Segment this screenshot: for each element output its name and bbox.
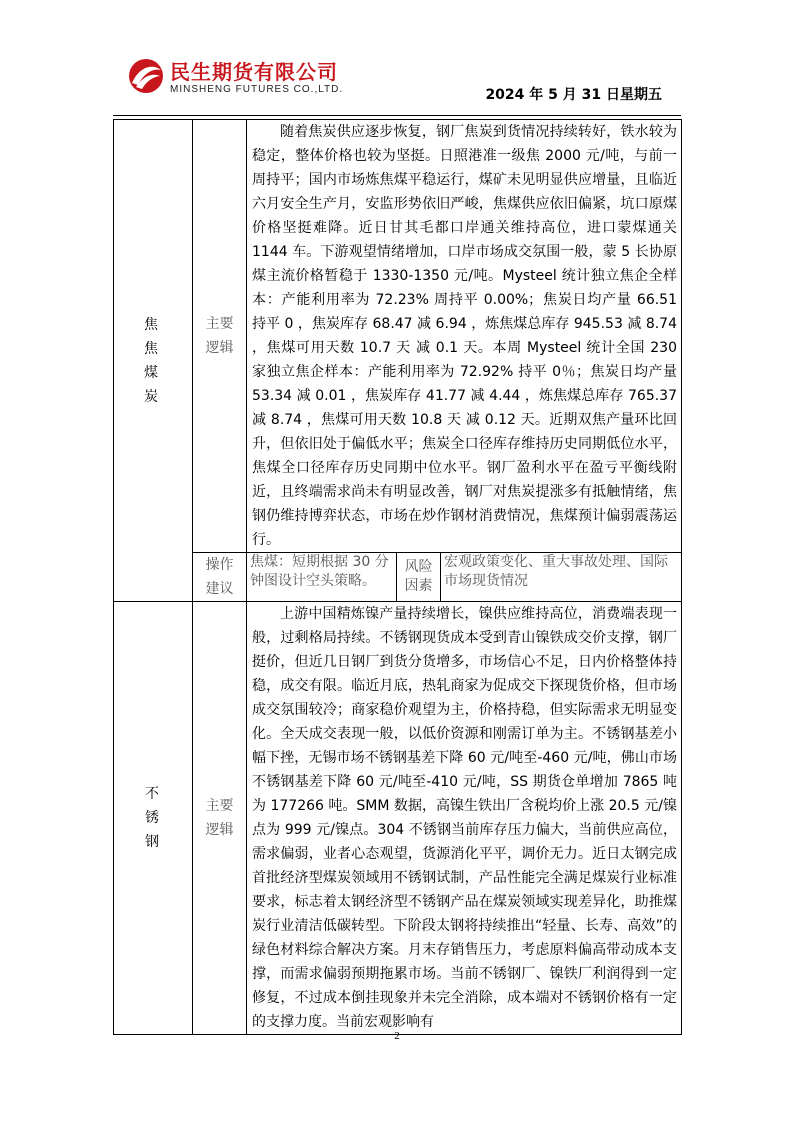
table-row — [114, 553, 682, 602]
advice-label: 操作建议 — [205, 557, 234, 597]
logic-label-cell — [193, 602, 247, 1035]
company-name-en: MINSHENG FUTURES CO.,LTD. — [170, 84, 344, 95]
report-date: 2024 年 5 月 31 日星期五 — [485, 87, 662, 103]
risk-label-cell — [397, 553, 441, 602]
report-table — [113, 119, 682, 1035]
risk-text: 宏观政策变化、重大事故处理、国际市场现货情况 — [441, 553, 682, 602]
logic-text: 随着焦炭供应逐步恢复，钢厂焦炭到货情况持续转好，铁水较为稳定，整体价格也较为坚挺。日照港准一级焦 2000 元/吨，与前一周持平；国内市场炼焦煤平稳运行，煤矿未见明显供应增量，且临近六月安全生产月，安监形势依旧严峻，焦煤供应依旧偏紧，坑口原煤价格坚挺难降。近日甘其毛都口岸通关维持高位，进口蒙煤通关 1144 车。下游观望情绪增加，口岸市场成交氛围一般，蒙 5 长协原煤主流价格暂稳于 1330-1350 元/吨。Mysteel 统计独立焦企全样本：产能利用率为 72.23% 周持平 0.00%；焦炭日均产量 66.51 持平 0 ，焦炭库存 68.47 减 6.94 ，炼焦煤总库存 945.53 减 8.74 ，焦煤可用天数 10.7 天 减 0.1 天。本周 Mysteel 统计全国 230 家独立焦企样本：产能利用率为 72.92% 持平 0％；焦炭日均产量 53.34 减 0.01 ，焦炭库存 41.77 减 4.44 ，炼焦煤总库存 765.37 减 8.74 ，焦煤可用天数 10.8 天 减 0.12 天。近期双焦产量环比回升，但依旧处于偏低水平；焦炭全口径库存维持历史同期低位水平，焦煤全口径库存历史同期中位水平。钢厂盈利水平在盈亏平衡线附近，且终端需求尚未有明显改善，钢厂对焦炭提涨多有抵触情绪，焦钢仍维持博弈状态，市场在炒作钢材消费情况，焦煤预计偏弱震荡运行。 — [252, 124, 677, 548]
advice-label-cell — [193, 553, 247, 602]
minsheng-swoosh-logo-icon — [126, 56, 166, 96]
logic-label: 主要逻辑 — [205, 316, 234, 356]
logic-label: 主要逻辑 — [205, 798, 234, 838]
company-name-cn: 民生期货有限公司 — [170, 60, 338, 84]
logic-label-cell — [193, 120, 247, 553]
table-row — [114, 602, 682, 1035]
product-cell — [114, 602, 193, 1035]
product-name: 焦 焦 煤 炭 — [144, 316, 162, 405]
page-number: 2 — [394, 1030, 400, 1042]
product-cell — [114, 120, 193, 602]
advice-text: 焦煤：短期根据 30 分钟图设计空头策略。 — [247, 553, 397, 602]
logic-text-cell — [247, 602, 682, 1035]
company-logo — [126, 56, 344, 96]
page-header — [0, 0, 794, 118]
logic-text-cell — [247, 120, 682, 553]
logic-text: 上游中国精炼镍产量持续增长，镍供应维持高位，消费端表现一般，过剩格局持续。不锈钢现货成本受到青山镍铁成交价支撑，钢厂挺价，但近几日钢厂到货分货增多，市场信心不足，日内价格整体持稳，成交有限。临近月底，热轧商家为促成交下探现货价格，但市场成交氛围较冷；商家稳价观望为主，价格持稳，但实际需求无明显变化。全天成交表现一般，以低价资源和刚需订单为主。不锈钢基差小幅下挫，无锡市场不锈钢基差下降 60 元/吨至-460 元/吨，佛山市场不锈钢基差下降 60 元/吨至-410 元/吨，SS 期货仓单增加 7865 吨为 177266 吨。SMM 数据，高镍生铁出厂含税均价上涨 20.5 元/镍点为 999 元/镍点。304 不锈钢当前库存压力偏大，当前供应高位，需求偏弱，业者心态观望，货源消化平平，调价无力。近日太钢完成首批经济型煤炭领域用不锈钢试制，产品性能完全满足煤炭行业标准要求，标志着太钢经济型不锈钢产品在煤炭领域实现差异化，助推煤炭行业清洁低碳转型。下阶段太钢将持续推出“轻量、长寿、高效”的绿色材料综合解决方案。月末存销售压力，考虑原料偏高带动成本支撑，而需求偏弱预期拖累市场。当前不锈钢厂、镍铁厂利润得到一定修复，不过成本倒挂现象并未完全消除，成本端对不锈钢价格有一定的支撑力度。当前宏观影响有 — [252, 606, 677, 1030]
table-row — [114, 120, 682, 553]
product-name: 不锈钢 — [145, 786, 163, 850]
header-rule — [113, 115, 681, 116]
risk-label: 风险因素 — [404, 559, 433, 594]
